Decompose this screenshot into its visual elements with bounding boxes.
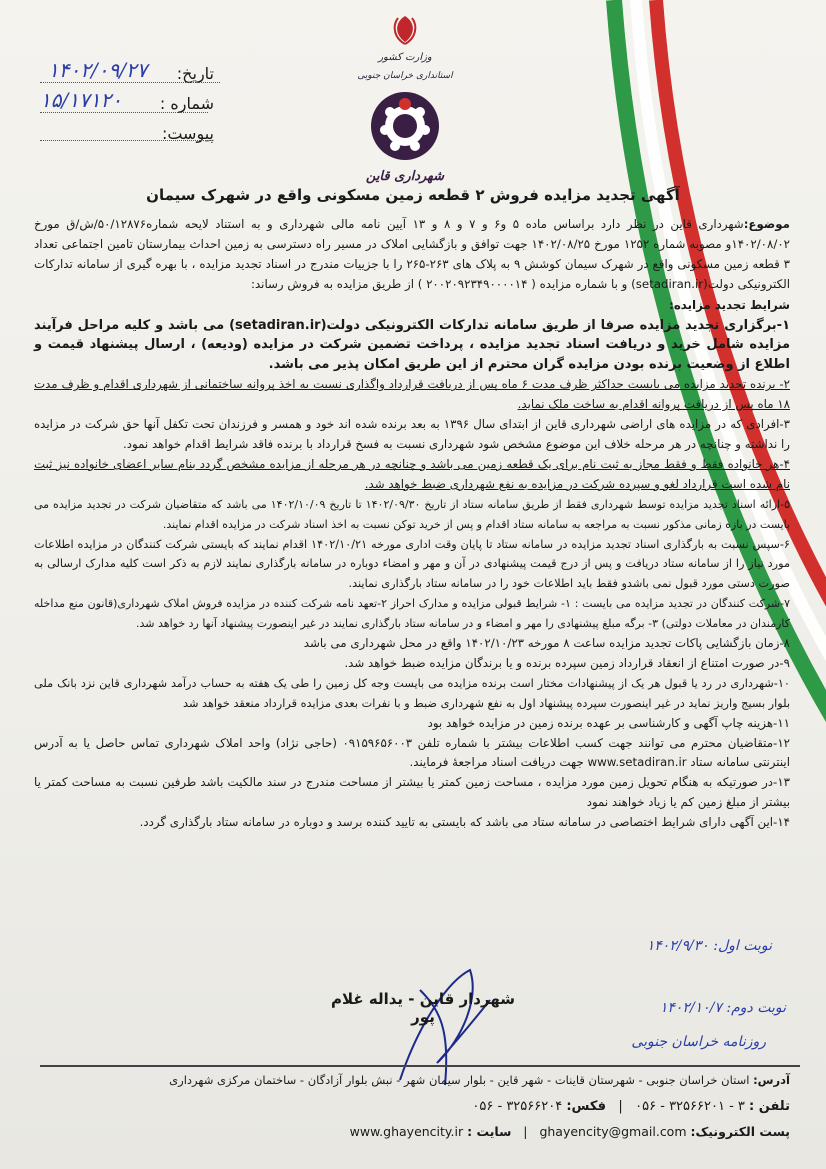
condition-10: ۱۰-شهرداری در رد یا قبول هر یک از پیشنهادات مختار است برنده مزایده می بایست وجه کل زمین را طی یک هفته به حساب درآمد شهرداری قاین نزد بانک ملی بلوار بسیج واریز نماید در غیر اینصورت سپرده پیشنهاد اول به نفع شهرداری ضبط و با نفرات بعدی مزایده قرارداد منعقد خواهد شد bbox=[34, 676, 790, 710]
condition-3: ۳-افرادی که در مزایده های اراضی شهرداری قاین از ابتدای سال ۱۳۹۶ به بعد برنده شده اند خود و همسر و فرزندان تحت تکفل آنها حق شرکت در مزایده را نداشته و چنانچه در هر مرحله خلاف این موضوع مشخص شود شهرداری نسبت به فسخ قرارداد با برنده فاقد شرایط اقدام خواهد نمود. bbox=[34, 417, 790, 451]
flower-emblem-icon bbox=[371, 92, 439, 160]
footer-divider bbox=[40, 1065, 800, 1067]
condition-4: ۴-هر خانواده فقط و فقط مجاز به ثبت نام برای یک قطعه زمین می باشد و چنانچه در هر مرحله از مزایده مشخص گردد بنام سایر اعضای خانواده نیز ثبت نام شده است قرارداد لغو و سپرده شرکت در مزایده به نفع شهرداری ضبط خواهد شد. bbox=[34, 456, 790, 491]
logo-ministry: وزارت کشور bbox=[378, 52, 432, 63]
email-value[interactable]: ghayencity@gmail.com bbox=[539, 1124, 687, 1139]
condition-12: ۱۲-متقاضیان محترم می توانند جهت کسب اطلاعات بیشتر با شماره تلفن ۰۹۱۵۹۶۵۶۰۰۳ (حاجی نژاد) واحد املاک شهرداری تماس حاصل یا به آدرس اینترنتی سامانه ستاد www.setadiran.ir جهت دریافت اسناد مراجعهٔ فرمایند. bbox=[34, 735, 790, 770]
condition-11: ۱۱-هزینه چاپ آگهی و کارشناسی بر عهده برنده زمین در مزایده خواهد بود bbox=[427, 715, 790, 730]
signer-name: شهردار قاین - یداله غلام پور bbox=[331, 990, 515, 1026]
condition-5: ۵-ارائه اسناد تجدید مزایده توسط شهرداری فقط از طریق سامانه ستاد از تاریخ ۱۴۰۲/۰۹/۳۰ تا تاریخ ۱۴۰۲/۱۰/۰۹ می باشد که متقاضیان شرکت در تجدید مزایده می بایست در بازه زمانی مذکور نسبت به مراجعه به سامانه ستاد اقدام و پس از خرید توکن نسبت به اخذ اسناد شرکت در مزایده اقدام نمایند. bbox=[34, 497, 790, 531]
date-value: ۱۴۰۲/۰۹/۲۷ bbox=[48, 58, 148, 82]
footer-address bbox=[169, 1073, 790, 1087]
newspaper-note: روزنامه خراسان جنوبی bbox=[631, 1034, 766, 1050]
first-publication-note: نوبت اول: ۱۴۰۲/۹/۳۰ bbox=[646, 938, 772, 954]
subject-paragraph bbox=[34, 215, 790, 295]
condition-2: ۲- برنده تجدید مزایده می بایست حداکثر ظرف مدت ۶ ماه پس از دریافت قرارداد واگذاری نسبت به اخذ پروانه ساختمانی از شهرداری اقدام و ظرف مدت ۱۸ ماه پس از دریافت پروانه اقدام به ساخت ملک نماید. bbox=[34, 377, 790, 412]
iran-emblem-icon bbox=[395, 16, 416, 44]
second-publication-note: نوبت دوم: ۱۴۰۲/۱۰/۷ bbox=[659, 1000, 786, 1016]
address-text: استان خراسان جنوبی - شهرستان قاینات - شهر قاین - بلوار سیمان شهر - نبش بلوار آزادگان - ساختمان مرکزی شهرداری bbox=[169, 1073, 750, 1087]
fax-value: ۳۲۵۶۶۲۰۴ - ۰۵۶ bbox=[472, 1099, 563, 1114]
document-title: آگهی تجدید مزایده فروش ۲ قطعه زمین مسکونی واقع در شهرک سیمان bbox=[146, 186, 680, 204]
website-value[interactable]: www.ghayencity.ir bbox=[349, 1124, 464, 1139]
subject-text: شهرداری قاین در نظر دارد براساس ماده ۵ و۶ و ۷ و ۸ و ۱۳ آیین نامه مالی شهرداری و به استناد لایحه شماره۵۰/۱۲۸۷۶/ش/ق مورخ ۱۴۰۲/۰۸/۰۲و مصوبه شماره ۱۲۵۲ مورخ ۱۴۰۲/۰۸/۲۵ جهت توافق و بازگشایی املاک در مسیر راه دسترسی به زمین احداث بیمارستان تامین اجتماعی تعداد ۳ قطعه زمین مسکونی واقع در شهرک سیمان کوشش ۹ به پلاک های ۲۶۳-۲۶۵ را با جزییات مندرج در اسناد تجدید مزایده ، با بهره گیری از سامانه تدارکات الکترونیکی دولت(setadiran.ir) و با شماره مزایده ( ۲۰۰۲۰۹۲۳۴۹۰۰۰۰۱۴ ) از طریق مزایده به فروش رساند: bbox=[34, 217, 790, 291]
condition-6: ۶-سپس نسبت به بارگذاری اسناد تجدید مزایده در سامانه ستاد تا پایان وقت اداری مورخه ۱۴۰۲/۱۰/۲۱ اقدام نمایند که بایستی شرکت کنندگان در مزایده اطلاعات مورد نیاز را از سامانه ستاد دریافت و پس از درج قیمت پیشنهادی در آن و مهر و امضاء دوباره در سامانه بارگذاری نمایند لازم به ذکر است کلیه مدارک ارسالی به صورت دستی مورد قبول نمی باشدو فقط باید اطلاعات خود را در سامانه ستاد بارگذاری نمایند. bbox=[34, 537, 790, 591]
date-label: تاریخ: bbox=[176, 64, 214, 83]
number-value: ۱۵/۱۷۱۲۰ bbox=[40, 88, 122, 112]
number-underline bbox=[40, 112, 208, 113]
document-body bbox=[34, 215, 790, 833]
subject-label: موضوع: bbox=[743, 217, 790, 231]
email-label: پست الکترونیک: bbox=[690, 1124, 790, 1139]
condition-8: ۸-زمان بازگشایی پاکات تجدید مزایده ساعت ۸ مورخه ۱۴۰۲/۱۰/۲۳ واقع در محل شهرداری می باشد bbox=[303, 636, 790, 651]
municipality-logo bbox=[350, 8, 460, 198]
condition-14: ۱۴-این آگهی دارای شرایط اختصاصی در سامانه ستاد می باشد که بایستی به تایید کننده برسد و دوباره در سامانه ستاد بارگذاری گردد. bbox=[139, 815, 790, 830]
attachment-underline bbox=[40, 140, 210, 141]
attachment-label: پیوست: bbox=[161, 124, 214, 143]
logo-governorate: استانداری خراسان جنوبی bbox=[357, 71, 453, 81]
logo-municipality: شهرداری قاین bbox=[365, 169, 445, 184]
condition-9: ۹-در صورت امتناع از انعقاد قرارداد زمین سپرده برنده و یا برندگان مزایده ضبط خواهد شد. bbox=[344, 655, 790, 670]
footer-web: پست الکترونیک: ghayencity@gmail.com | سایت : www.ghayencity.ir bbox=[349, 1124, 790, 1139]
phone-label: تلفن : bbox=[749, 1099, 790, 1114]
condition-7: ۷-شرکت کنندگان در تجدید مزایده می بایست : ۱- شرایط قبولی مزایده و مدارک احراز ۲-تعهد نامه شرکت کننده در مزایده فروش املاک شهرداری(قانون منع مداخله کارمندان در معاملات دولتی) ۳- برگه مبلغ پیشنهادی را مهر و امضاء و در سامانه ستاد بارگذاری نمایند در غیر اینصورت پیشنهاد آنها رد خواهد شد. bbox=[34, 597, 791, 631]
date-underline bbox=[40, 82, 220, 83]
number-label: شماره : bbox=[159, 94, 214, 113]
website-label: سایت : bbox=[467, 1124, 512, 1139]
condition-13: ۱۳-در صورتیکه به هنگام تحویل زمین مورد مزایده ، مساحت زمین کمتر یا بیشتر از مساحت مندرج در سند مالکیت باشد طرفین نسبت به مساحت کمتر یا بیشتر از مبلغ زمین کم یا زیاد خواهند نمود bbox=[34, 775, 790, 810]
phone-value: ۳ - ۳۲۵۶۶۲۰۱ - ۰۵۶ bbox=[635, 1099, 745, 1114]
footer-contact: تلفن : ۳ - ۳۲۵۶۶۲۰۱ - ۰۵۶ | فکس: ۳۲۵۶۶۲۰۴ - ۰۵۶ bbox=[472, 1099, 790, 1114]
condition-1: ۱-برگزاری تجدید مزایده صرفا از طریق سامانه تدارکات الکترونیکی دولت(setadiran.ir) می باشد و کلیه مراحل فرآیند مزایده شامل خرید و دریافت اسناد تجدید مزایده ، پرداخت تضمین شرکت در مزایده (ودیعه) ، ارسال پیشنهاد قیمت و اطلاع از وضعیت برنده بودن مزایده گران محترم از این طریق امکان پذیر می باشد. bbox=[34, 317, 791, 373]
conditions-title: شرایط تجدید مزایده: bbox=[669, 297, 790, 312]
address-label: آدرس: bbox=[753, 1073, 790, 1087]
fax-label: فکس: bbox=[566, 1099, 606, 1114]
